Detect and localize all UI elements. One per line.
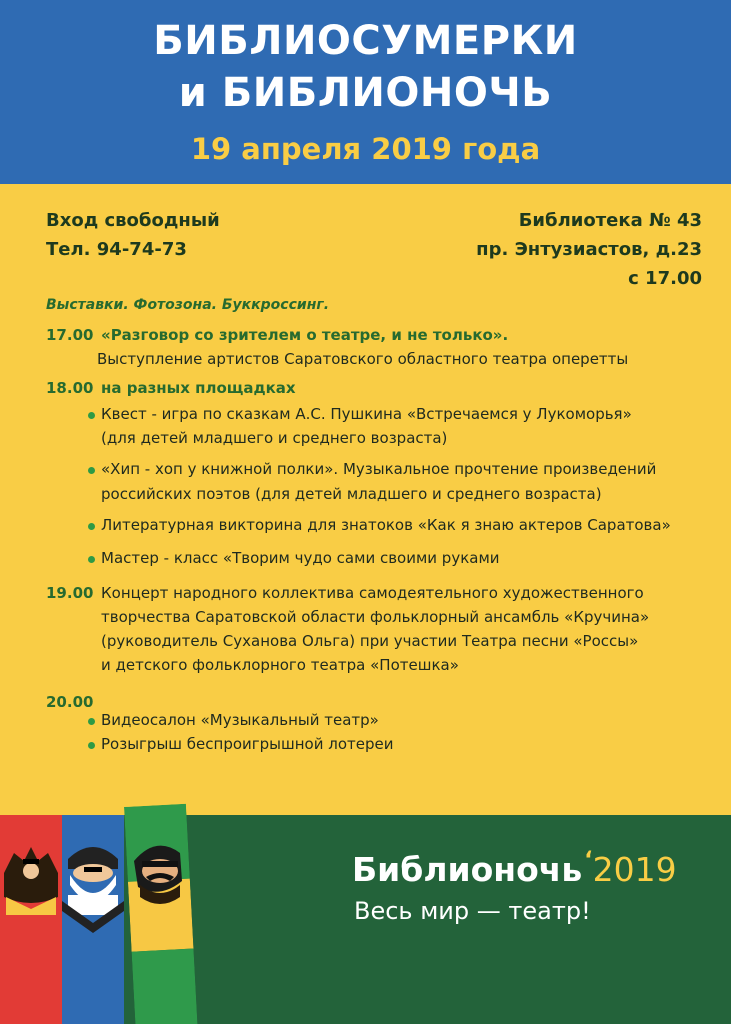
block2-item-2-line2: российских поэтов (для детей младшего и среднего возраста) <box>101 485 602 503</box>
crescent-moon-icon: ‘ <box>584 848 593 873</box>
block2-item-3: Литературная викторина для знатоков «Как я знаю актеров Саратова» <box>101 516 671 534</box>
title-line-1: БИБЛИОСУМЕРКИ <box>153 18 578 64</box>
title-line-2: и БИБЛИОНОЧЬ <box>178 70 553 116</box>
block4-item-1: Видеосалон «Музыкальный театр» <box>101 711 379 729</box>
block3-line-2: творчества Саратовской области фольклорный ансамбль «Кручина» <box>101 608 650 626</box>
time-1900: 19.00 <box>46 584 94 602</box>
time-1700: 17.00 <box>46 326 94 344</box>
bullet-icon <box>88 718 95 725</box>
block1-title: «Разговор со зрителем о театре, и не только». <box>101 326 509 344</box>
brand-name <box>352 850 677 889</box>
bullet-icon <box>88 742 95 749</box>
character-bearded-man-icon <box>4 847 58 915</box>
block3-line-3: (руководитель Суханова Ольга) при участии Театра песни «Россы» <box>101 632 639 650</box>
time-1800: 18.00 <box>46 379 94 397</box>
block2-item-2-line1: «Хип - хоп у книжной полки». Музыкальное прочтение произведений <box>101 460 657 478</box>
block3-line-4: и детского фольклорного театра «Потешка» <box>101 656 459 674</box>
tagline: Весь мир — театр! <box>354 897 591 925</box>
bullet-icon <box>88 412 95 419</box>
block2-item-4: Мастер - класс «Творим чудо сами своими руками <box>101 549 500 567</box>
time-2000: 20.00 <box>46 693 94 711</box>
block3-line-1: Концерт народного коллектива самодеятельного художественного <box>101 584 644 602</box>
bullet-icon <box>88 556 95 563</box>
brand-text: Библионочь <box>352 850 583 889</box>
block1-description: Выступление артистов Саратовского областного театра оперетты <box>97 350 629 368</box>
character-old-man-icon <box>62 847 124 933</box>
character-mustache-man-icon <box>134 846 182 904</box>
brand-year: 2019 <box>592 850 677 889</box>
event-date: 19 апреля 2019 года <box>190 132 541 166</box>
start-time: с 17.00 <box>628 268 702 289</box>
phone-text: Тел. 94-74-73 <box>46 239 187 260</box>
bullet-icon <box>88 467 95 474</box>
block4-item-2: Розыгрыш беспроигрышной лотереи <box>101 735 394 753</box>
bullet-icon <box>88 523 95 530</box>
program-intro: Выставки. Фотозона. Буккроссинг. <box>46 297 330 313</box>
free-entry-text: Вход свободный <box>46 210 220 231</box>
block2-item-1-line2: (для детей младшего и среднего возраста) <box>101 429 448 447</box>
library-name: Библиотека № 43 <box>518 210 702 231</box>
block2-item-1-line1: Квест - игра по сказкам А.С. Пушкина «Встречаемся у Лукоморья» <box>101 405 632 423</box>
block2-title: на разных площадках <box>101 379 296 397</box>
theatre-characters-illustration <box>0 815 200 1024</box>
library-address: пр. Энтузиастов, д.23 <box>476 239 702 260</box>
